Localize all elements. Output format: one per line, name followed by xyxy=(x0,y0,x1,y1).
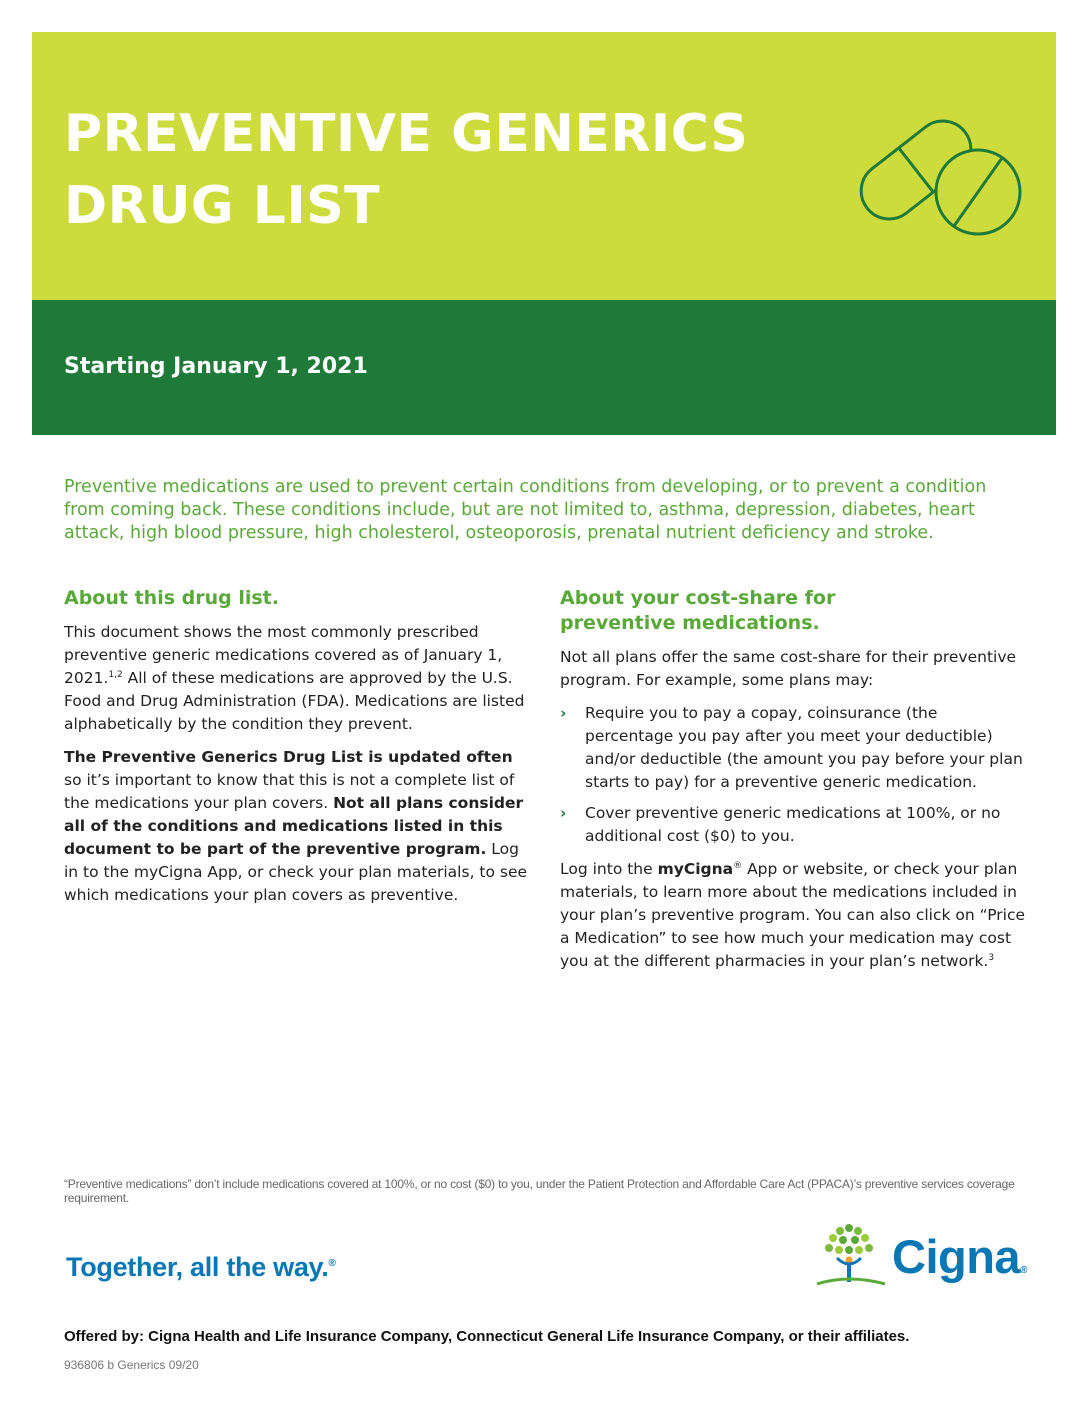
cost-share-paragraph-1: Not all plans offer the same cost-share for their preventive program. For example, some plans may: xyxy=(560,648,1017,689)
title-banner xyxy=(32,32,1056,300)
intro-paragraph: Preventive medications are used to prevent certain conditions from developing, or to prevent a condition from coming back. These conditions include, but are not limited to, asthma, depression, diabetes, heart attack, high blood pressure, high cholesterol, osteoporosis, prenatal nutrient deficiency and stroke. xyxy=(64,477,987,543)
p1-text-a: This document shows the most commonly prescribed preventive generic medications covered as of January 1, 2021. xyxy=(64,623,503,687)
start-date: Starting January 1, 2021 xyxy=(64,354,368,379)
p2-text-b: App or website, or check your plan materials, to learn more about the medications included in your plan’s preventive program. You can also click on “Price a Medication” to see how much your medication may cost you at the different pharmacies in your plan’s network. xyxy=(560,860,1026,970)
document-id: 936806 b Generics 09/20 xyxy=(64,1358,199,1372)
p1-text-b: All of these medications are approved by the U.S. Food and Drug Administration (FDA). Medications are listed alphabetically by the condition they prevent. xyxy=(64,669,525,733)
list-item xyxy=(560,802,1030,848)
p2-text-1: so it’s important to know that this is not a complete list of the medications your plan covers. xyxy=(64,771,515,812)
about-drug-list-section xyxy=(64,586,534,917)
title-line-2: DRUG LIST xyxy=(64,176,381,236)
list-item xyxy=(560,702,1030,794)
about-drug-list-paragraph-2 xyxy=(64,746,534,907)
footnote-ref-1-2: 1,2 xyxy=(108,669,123,680)
about-drug-list-paragraph-1 xyxy=(64,621,534,736)
tagline-registered-mark: ® xyxy=(328,1258,336,1269)
p2-text-2: Log in to the myCigna App, or check your plan materials, to see which medications your plan covers as preventive. xyxy=(64,840,528,904)
title-line-1: PREVENTIVE GENERICS xyxy=(64,104,749,164)
chevron-right-icon: › xyxy=(560,804,567,822)
footnote: “Preventive medications” don’t include medications covered at 100%, or no cost ($0) to you, under the Patient Protection and Affordable Care Act (PPACA)’s preventive services coverage requirement. xyxy=(64,1177,1015,1205)
bullet-text: Cover preventive generic medications at 100%, or no additional cost ($0) to you. xyxy=(585,804,1001,845)
mycigna-name: myCigna xyxy=(657,860,734,878)
chevron-right-icon: › xyxy=(560,704,567,722)
p2-bold-2: Not all plans consider all of the conditions and medications listed in this document to be part of the preventive program. xyxy=(64,794,524,858)
p2-bold-1: The Preventive Generics Drug List is updated often xyxy=(64,748,513,766)
cigna-registered-mark: ® xyxy=(1020,1265,1027,1276)
cost-share-heading-line-1: About your cost-share for xyxy=(560,587,836,609)
cost-share-heading xyxy=(560,586,1030,636)
offered-by-statement: Offered by: Cigna Health and Life Insurance Company, Connecticut General Life Insurance Company, or their affiliates. xyxy=(64,1328,910,1345)
cigna-wordmark-text: Cigna xyxy=(892,1230,1021,1283)
cost-share-heading-line-2: preventive medications. xyxy=(560,612,820,634)
about-drug-list-heading: About this drug list. xyxy=(64,587,279,609)
cost-share-bullet-list xyxy=(560,702,1030,848)
footnote-ref-3: 3 xyxy=(988,952,995,963)
tagline xyxy=(66,1252,336,1283)
registered-mark: ® xyxy=(733,860,743,871)
tagline-text: Together, all the way. xyxy=(66,1252,329,1282)
cost-share-paragraph-2 xyxy=(560,858,1030,973)
pills-icon xyxy=(844,102,1024,242)
p2-text-a: Log into the xyxy=(560,860,658,878)
page-title xyxy=(64,98,864,242)
cost-share-section xyxy=(560,586,1030,983)
cigna-wordmark xyxy=(892,1229,1027,1284)
bullet-text: Require you to pay a copay, coinsurance (the percentage you pay after you meet your deductible) and/or deductible (the amount you pay before your plan starts to pay) for a preventive generic medication. xyxy=(585,704,1023,791)
date-band xyxy=(32,300,1056,435)
